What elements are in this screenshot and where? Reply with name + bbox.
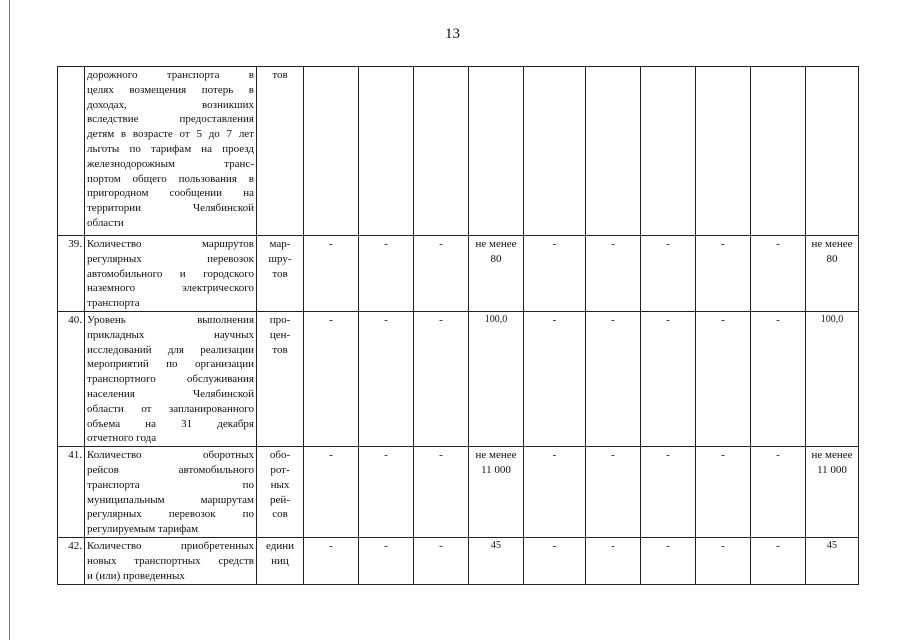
indicator-description — [85, 311, 257, 446]
value-cell: 100,0 — [806, 311, 859, 446]
row-number: 41. — [58, 447, 85, 538]
value-cell: - — [304, 538, 359, 584]
unit-line: ных — [270, 478, 290, 491]
description-line: Количество оборотных — [87, 449, 254, 462]
value-cell: - — [359, 311, 414, 446]
value-cell: - — [696, 538, 751, 584]
description-line: регулярных перевозок по — [87, 508, 254, 521]
value-cell — [806, 67, 859, 236]
value-cell: - — [359, 538, 414, 584]
table-row — [58, 538, 859, 584]
description-line: Уровень выполнения — [87, 313, 254, 326]
unit-line: ниц — [271, 554, 289, 567]
description-line: железнодорожным транс- — [87, 157, 254, 170]
description-line: вследствие предоставления — [87, 113, 254, 126]
row-number: 42. — [58, 538, 85, 584]
value-cell: - — [751, 311, 806, 446]
description-line: населения Челябинской — [87, 387, 254, 400]
value-cell — [751, 67, 806, 236]
value-cell: - — [414, 311, 469, 446]
unit-line: тов — [272, 267, 288, 280]
value-cell: - — [751, 236, 806, 312]
description-line: Количество маршрутов — [87, 238, 254, 250]
value-cell: не менее 80 — [806, 236, 859, 312]
description-line: объема на 31 декабря — [87, 417, 254, 430]
unit-line: про- — [269, 313, 291, 326]
unit-of-measure — [257, 311, 304, 446]
value-cell: - — [359, 236, 414, 312]
page-left-edge-line — [9, 0, 10, 640]
value-cell: - — [524, 538, 586, 584]
description-line: исследований для реализации — [87, 343, 254, 356]
value-cell — [696, 67, 751, 236]
unit-line: обо- — [269, 449, 291, 462]
description-line: транспортного обслуживания — [87, 373, 254, 386]
value-cell: - — [524, 447, 586, 538]
unit-line: шру- — [268, 252, 292, 265]
value-cell: - — [586, 447, 641, 538]
value-cell: - — [751, 538, 806, 584]
table-row — [58, 311, 859, 446]
description-line: автомобильного и городского — [87, 267, 254, 280]
value-cell: не менее 11 000 — [806, 447, 859, 538]
page-number: 13 — [445, 26, 460, 42]
value-cell: - — [524, 311, 586, 446]
value-cell: не менее 80 — [469, 236, 524, 312]
description-line: пригородном сообщении на — [87, 187, 254, 200]
value-cell: - — [359, 447, 414, 538]
value-cell: - — [641, 311, 696, 446]
value-cell — [586, 67, 641, 236]
value-cell: 100,0 — [469, 311, 524, 446]
value-cell: - — [304, 447, 359, 538]
unit-of-measure — [257, 67, 304, 236]
value-cell — [469, 67, 524, 236]
description-line: дорожного транспорта в — [87, 69, 254, 81]
value-cell — [524, 67, 586, 236]
description-line: рейсов автомобильного — [87, 463, 254, 476]
description-line: транспорта по — [87, 478, 254, 491]
value-cell: - — [696, 236, 751, 312]
value-cell: - — [586, 236, 641, 312]
unit-of-measure — [257, 236, 304, 312]
value-cell — [304, 67, 359, 236]
table-row — [58, 236, 859, 312]
value-cell: - — [641, 447, 696, 538]
unit-line: мар- — [269, 238, 291, 250]
value-cell: не менее 11 000 — [469, 447, 524, 538]
description-line: регулируемым тарифам — [87, 523, 199, 536]
indicator-description — [85, 67, 257, 236]
description-line: области — [87, 216, 124, 229]
unit-line: рей- — [270, 493, 290, 506]
unit-line: тов — [272, 343, 288, 356]
value-cell: - — [524, 236, 586, 312]
description-line: портом общего пользования в — [87, 172, 254, 185]
row-number: 39. — [58, 236, 85, 312]
value-cell: - — [414, 538, 469, 584]
value-cell: - — [586, 311, 641, 446]
indicators-table — [57, 66, 859, 585]
description-line: и (или) проведенных — [87, 569, 185, 582]
indicator-description — [85, 236, 257, 312]
unit-of-measure — [257, 538, 304, 584]
table-row — [58, 67, 859, 236]
description-line: муниципальным маршрутам — [87, 493, 254, 506]
value-cell: - — [641, 236, 696, 312]
unit-line: едини — [266, 540, 294, 553]
value-cell: - — [696, 311, 751, 446]
indicator-description — [85, 538, 257, 584]
unit-line: тов — [272, 69, 288, 81]
description-line: транспорта — [87, 297, 140, 310]
value-cell: 45 — [469, 538, 524, 584]
unit-line: рот- — [270, 463, 290, 476]
description-line: отчетного года — [87, 432, 157, 445]
value-cell: - — [641, 538, 696, 584]
description-line: регулярных перевозок — [87, 252, 254, 265]
value-cell: - — [751, 447, 806, 538]
table-row — [58, 447, 859, 538]
value-cell: - — [304, 311, 359, 446]
value-cell: - — [586, 538, 641, 584]
description-line: целях возмещения потерь в — [87, 83, 254, 96]
description-line: льготы по тарифам на проезд — [87, 142, 254, 155]
description-line: области от запланированного — [87, 402, 254, 415]
value-cell: - — [414, 447, 469, 538]
value-cell — [414, 67, 469, 236]
description-line: прикладных научных — [87, 328, 254, 341]
value-cell — [359, 67, 414, 236]
unit-of-measure — [257, 447, 304, 538]
description-line: новых транспортных средств — [87, 554, 254, 567]
value-cell: - — [696, 447, 751, 538]
description-line: доходах, возникших — [87, 98, 254, 111]
description-line: наземного электрического — [87, 282, 254, 295]
row-number — [58, 67, 85, 236]
row-number: 40. — [58, 311, 85, 446]
description-line: Количество приобретенных — [87, 540, 254, 553]
description-line: детям в возрасте от 5 до 7 лет — [87, 128, 254, 141]
value-cell: - — [414, 236, 469, 312]
unit-line: цен- — [269, 328, 291, 341]
description-line: мероприятий по организации — [87, 358, 254, 371]
description-line: территории Челябинской — [87, 202, 254, 215]
unit-line: сов — [272, 508, 288, 521]
indicator-description — [85, 447, 257, 538]
value-cell: - — [304, 236, 359, 312]
value-cell: 45 — [806, 538, 859, 584]
value-cell — [641, 67, 696, 236]
